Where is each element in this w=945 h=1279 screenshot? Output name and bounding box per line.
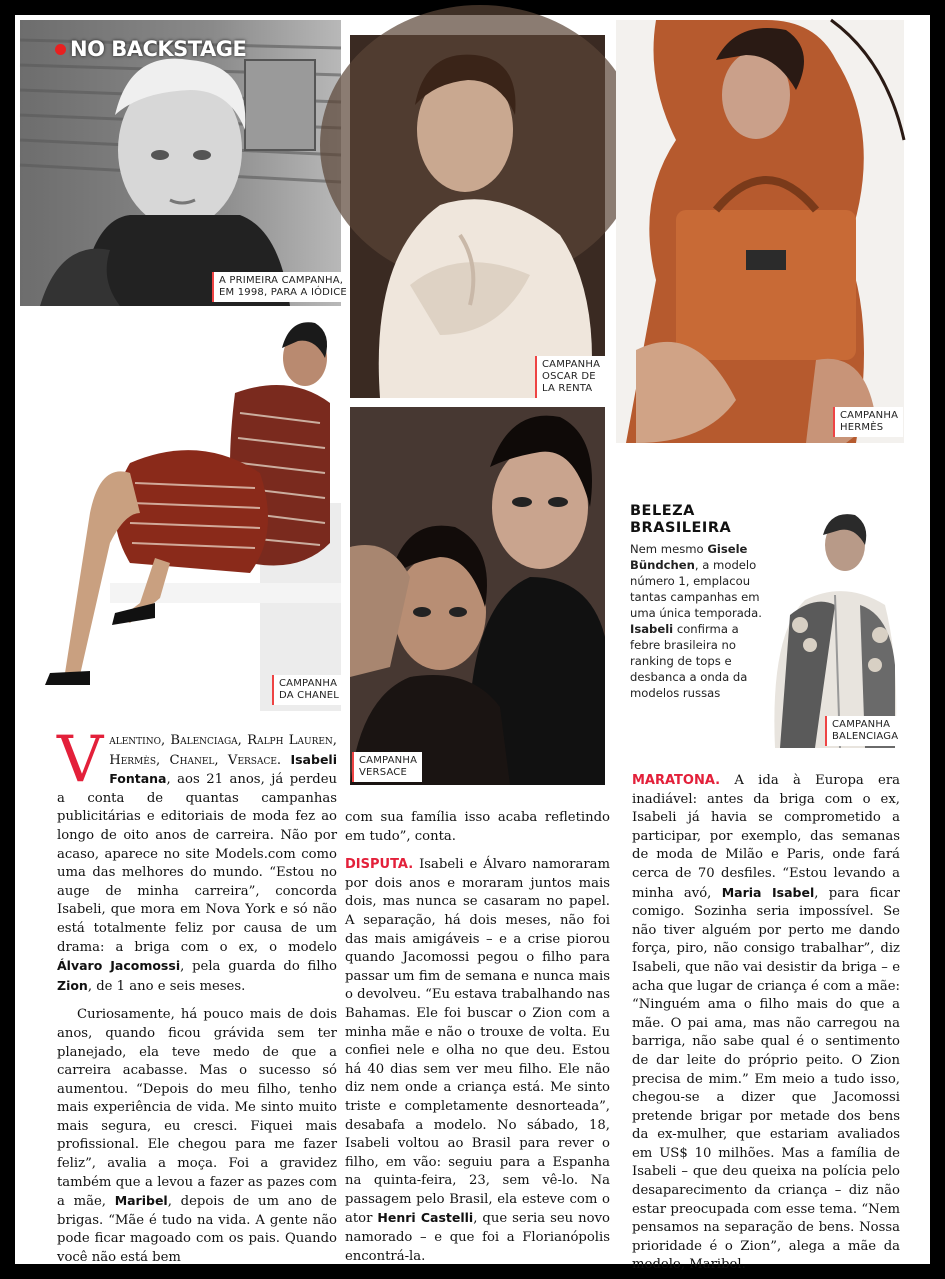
article-paragraph: Curiosamente, há pouco mais de dois anos, quando ficou grávida sem ter planejado, ela teve medo de que a carreira acabasse. Mas o sucesso só aumentou. “Depois do meu filho, tenho mais experiência de vida. Me sinto muito mais segura, eu cresci. Fiquei mais profissional. Ele chegou para me fazer feliz”, avalia a moça. Foi a gravidez também que a levou a fazer as pazes com a mãe, Maribel, depois de um ano de brigas. “Mãe é tudo na vida. A gente não pode ficar magoado com os pais. Quando você não está bem (57, 1007, 337, 1266)
photo-chanel-campaign (20, 313, 341, 711)
article-paragraph: MARATONA. A ida à Europa era inadiável: antes da briga com o ex, Isabeli já havia se comprometido a participar, por exemplo, das semanas de moda de Milão e Paris, onde fará cerca de 70 desfiles. “Estou levando a minha avó, Maria Isabel, para ficar comigo. Sozinha seria impossível. Se não tiver alguém por perto me dando força, piro, não consigo trabalhar”, diz Isabeli, que não vai desistir da briga – e acha que lugar de criança é com a mãe: “Ninguém ama o filho mais do que a mãe. O pai ama, mas não carregou na barriga, não sabe qual é o sentimento de dar leite do próprio peito. O Zion precisa de mim.” Em meio a tudo isso, chegou-se a dizer que Jacomossi pretende brigar por metade dos bens da ex-mulher, que estariam avaliados em US$ 10 milhões. Mas a família de Isabeli – que deu queixa na polícia pelo desaparecimento da criança – diz não estar preocupada com esse tema. “Nem pensamos na separação de bens. Nossa prioridade é o Zion”, alega a mãe da modelo, Maribel. (632, 773, 900, 1273)
sidebar-text: Nem mesmo Gisele Bündchen, a modelo número 1, emplacou tantas campanhas em uma única temporada. Isabeli confirma a febre brasileira no ranking de tops e desbanca a onda da modelos russas (630, 542, 762, 700)
sidebar-title: BELEZA BRASILEIRA (630, 503, 732, 536)
caption-versace: CAMPANHA VERSACE (352, 752, 422, 782)
article-paragraph: Valentino, Balenciaga, Ralph Lauren, Hermès, Chanel, Versace. Isabeli Fontana, aos 21 anos, já perdeu a conta de quantas campanhas publicitárias e editoriais de moda fez ao longo de oito anos de carreira. Não por acaso, aparece no site Models.com como uma das melhores do mundo. “Estou no auge de minha carreira”, concorda Isabeli, que mora em Nova York e só não está totalmente feliz por causa de um drama: a briga com o ex, o modelo Álvaro Jacomossi, pela guarda do filho Zion, de 1 ano e seis meses. (57, 723, 337, 994)
subhead-maratona: MARATONA. (632, 773, 721, 788)
caption-iodice: A PRIMEIRA CAMPANHA, EM 1998, PARA A IÓDICE (212, 272, 352, 302)
article-column-1 (57, 723, 337, 1268)
article-column-2 (345, 809, 610, 1266)
photo-versace-campaign (350, 407, 605, 785)
caption-balenciaga: CAMPANHA BALENCIAGA (825, 716, 903, 746)
photo-iodice-campaign (20, 20, 341, 306)
caption-hermes: CAMPANHA HERMÈS (833, 407, 903, 437)
photo-balenciaga-campaign (765, 505, 900, 748)
article-paragraph: com sua família isso acaba refletindo em tudo”, conta. (345, 810, 610, 844)
article-column-3 (632, 772, 900, 1275)
photo-hermes-campaign (616, 20, 904, 443)
drop-cap: V (57, 723, 104, 797)
photo-oscar-campaign (350, 35, 605, 398)
subhead-disputa: DISPUTA. (345, 857, 414, 873)
caption-chanel: CAMPANHA DA CHANEL (272, 675, 344, 705)
caption-oscar: CAMPANHA OSCAR DE LA RENTA (535, 356, 605, 398)
section-label: NO BACKSTAGE (55, 37, 246, 61)
red-dot-icon (55, 44, 66, 55)
article-paragraph: DISPUTA. Isabeli e Álvaro namoraram por dois anos e moraram juntos mais dois, mas nunca se casaram no papel. A separação, há dois meses, não foi das mais amigáveis – e a crise piorou quando Jacomossi pegou o filho para passar um fim de semana e nunca mais o devolveu. “Eu estava trabalhando nas Bahamas. Ele foi buscar o Zion com a minha mãe e não o trouxe de volta. Eu confiei nele e olha no que deu. Estou há 40 dias sem ver meu filho. Ele não diz nem onde a criança está. Me sinto triste e completamente desnorteada”, desabafa a modelo. No sábado, 18, Isabeli voltou ao Brasil para rever o filho, em vão: seguiu para a Espanha na quinta-feira, 23, sem vê-lo. Na passagem pelo Brasil, ela esteve com o ator Henri Castelli, que seria seu novo namorado – e que foi a Florianópolis encontrá-la. (345, 857, 610, 1264)
sidebar-beleza-brasileira (630, 503, 770, 701)
magazine-page (15, 15, 930, 1273)
